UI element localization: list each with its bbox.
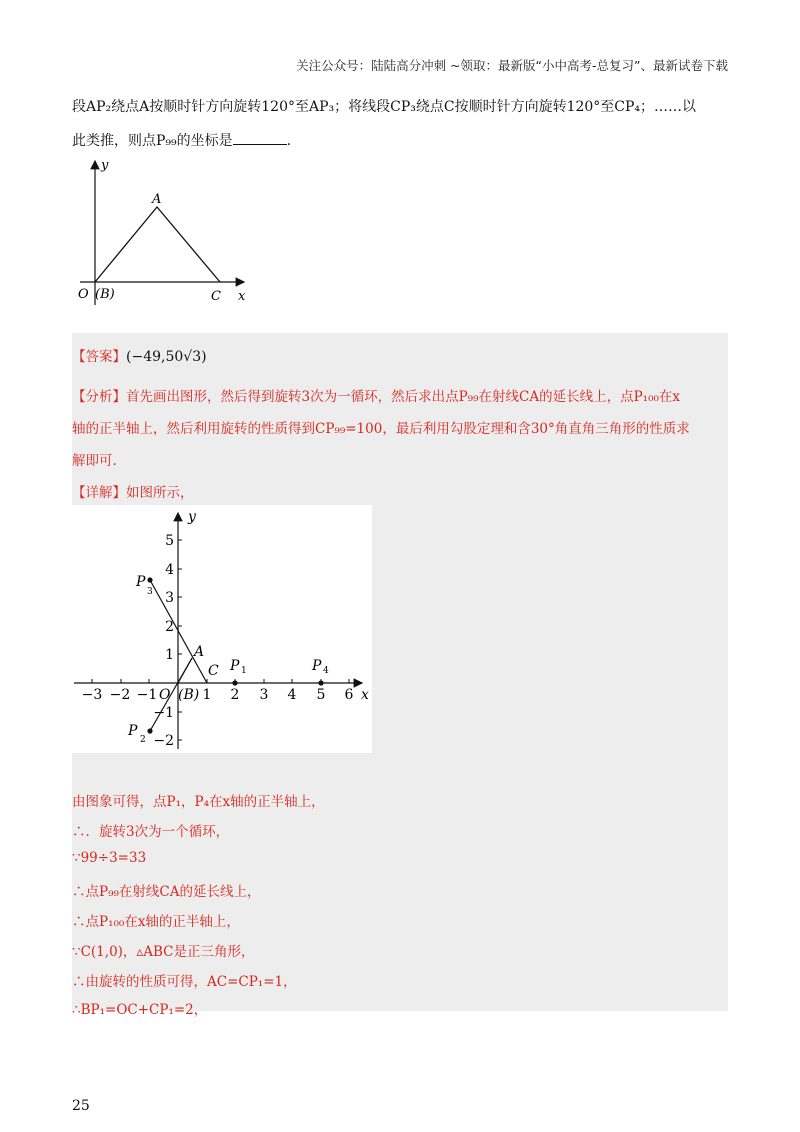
y-tick-label: −2	[153, 733, 174, 749]
p2-label: P	[128, 723, 138, 739]
x-tick-label: −1	[136, 687, 158, 703]
detail-intro: 如图所示，	[126, 485, 194, 501]
p4-label: P	[312, 658, 322, 674]
x-tick-label: 2	[230, 687, 240, 703]
x-tick-label: 6	[344, 687, 354, 703]
p3-label: P	[136, 574, 146, 590]
point-b-label: (B)	[95, 287, 115, 302]
y-tick-label: 2	[165, 619, 174, 635]
y-axis-label: y	[188, 509, 196, 525]
y-tick-label: 1	[165, 647, 174, 663]
x-tick-label: 3	[259, 687, 269, 703]
rotation-figure-panel	[72, 505, 372, 753]
detail-line	[72, 481, 194, 501]
answer-tag: 【答案】	[72, 349, 126, 365]
question-line-2-end: .	[286, 133, 292, 149]
x-label: x	[238, 289, 246, 304]
answer-line	[72, 345, 207, 365]
y-tick-label: −1	[153, 705, 174, 721]
x-tick-label: −3	[81, 687, 103, 703]
p2-subscript: 2	[140, 735, 146, 745]
x-tick-label: −2	[109, 687, 131, 703]
solution-line: ∴BP₁=OC+CP₁=2，	[72, 1002, 208, 1018]
triangle-figure	[72, 155, 272, 315]
solution-box	[72, 333, 728, 1018]
page-number: 25	[72, 1098, 90, 1114]
analysis-line-2: 轴的正半轴上，然后利用旋转的性质得到CP₉₉=100，最后利用勾股定理和含30°角直角三角形的性质求	[72, 421, 690, 437]
solution-line: ∴由旋转的性质可得，AC=CP₁=1，	[72, 974, 297, 990]
origin-label: O	[159, 687, 171, 703]
point-b-label: (B)	[178, 687, 200, 703]
solution-line: ∴．旋转3次为一个循环，	[72, 824, 230, 840]
analysis-tag: 【分析】	[72, 389, 126, 405]
p3-subscript: 3	[147, 587, 153, 597]
detail-tag: 【详解】	[72, 485, 126, 501]
y-tick-label: 3	[165, 590, 174, 606]
x-tick-label: 5	[316, 687, 326, 703]
point-p1	[232, 680, 237, 685]
point-c-label: C	[211, 289, 221, 304]
point-p4	[318, 680, 323, 685]
p1-label: P	[230, 658, 240, 674]
point-c-label: C	[208, 663, 219, 679]
question-line-2	[72, 130, 291, 150]
question-line-2-text: 此类推，则点P₉₉的坐标是	[72, 133, 233, 149]
solution-line: ∴点P₉₉在射线CA的延长线上，	[72, 884, 261, 900]
p4-subscript: 4	[323, 666, 329, 676]
x-tick-label: 4	[287, 687, 297, 703]
y-tick-label: 4	[165, 562, 174, 578]
answer-value: (−49,50√3)	[126, 349, 207, 365]
p1-subscript: 1	[241, 666, 247, 676]
y-tick-label: 5	[165, 533, 174, 549]
triangle-abc	[95, 207, 220, 282]
rotation-figure	[72, 505, 372, 753]
question-line-1: 段AP₂绕点A按顺时针方向旋转120°至AP₃；将线段CP₃绕点C按顺时针方向旋转120°至CP₄；……以	[72, 99, 697, 115]
origin-label: O	[78, 287, 89, 302]
solution-line: ∵C(1,0)，▵ABC是正三角形，	[72, 944, 255, 960]
point-a-label: A	[194, 644, 205, 660]
answer-blank	[233, 131, 287, 145]
analysis-text-1: 首先画出图形，然后得到旋转3次为一循环，然后求出点P₉₉在射线CA的延长线上，点P₁₀₀在x	[126, 389, 681, 405]
point-p3	[147, 577, 152, 582]
analysis-line-3: 解即可.	[72, 453, 117, 469]
point-a-label: A	[152, 192, 162, 207]
y-label: y	[101, 158, 109, 173]
x-tick-label: 1	[202, 687, 212, 703]
analysis-line-1	[72, 385, 680, 405]
solution-line: ∴点P₁₀₀在x轴的正半轴上，	[72, 914, 240, 930]
solution-line: ∵99÷3=33	[72, 850, 147, 866]
x-axis-label: x	[361, 687, 369, 703]
solution-line: 由图象可得，点P₁，P₄在x轴的正半轴上，	[72, 794, 325, 810]
page-header: 关注公众号：陆陆高分冲刺 ~领取：最新版“小中高考-总复习”、最新试卷下载	[296, 58, 728, 73]
point-p2	[147, 728, 152, 733]
